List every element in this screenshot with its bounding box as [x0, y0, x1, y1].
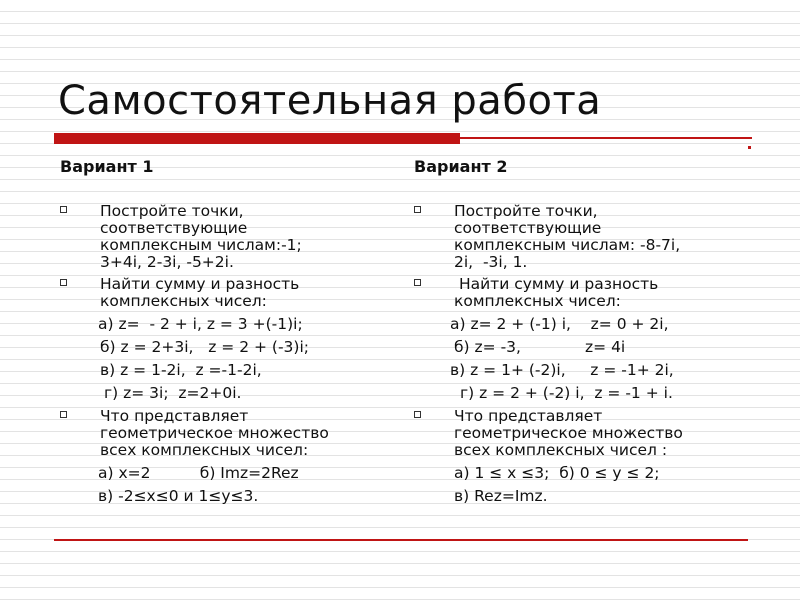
- variant-2-task-2: Найти сумму и разность комплексных чисел:: [414, 276, 744, 310]
- underline-end-mark: [748, 146, 751, 149]
- variant-2-task-3-items: [414, 465, 744, 505]
- list-item: б) z = 2+3i, z = 2 + (-3)i;: [100, 338, 309, 356]
- bullet-square-icon: [60, 411, 67, 418]
- variant-1-task-3-items: [60, 465, 390, 505]
- variant-2-task-1: Постройте точки, соответствующие комплексным числам: -8-7i, 2i, -3i, 1.: [414, 203, 744, 271]
- list-item: а) z= 2 + (-1) i, z= 0 + 2i,: [450, 315, 669, 333]
- variant-2-heading: Вариант 2: [414, 157, 508, 176]
- bullet-square-icon: [414, 411, 421, 418]
- list-item: а) x=2 б) Imz=2Rez: [98, 464, 299, 482]
- title-underline: [54, 137, 752, 139]
- variant-2-task-2-items: [414, 316, 744, 402]
- bullet-square-icon: [60, 206, 67, 213]
- list-item: в) z = 1-2i, z =-1-2i,: [100, 361, 262, 379]
- variant-1-heading: Вариант 1: [60, 157, 154, 176]
- variant-1-task-3: Что представляет геометрическое множество всех комплексных чисел:: [60, 408, 390, 459]
- variant-1-column: [60, 158, 390, 511]
- list-item: г) z = 2 + (-2) i, z = -1 + i.: [460, 384, 673, 402]
- variant-2-column: [414, 158, 744, 511]
- list-item: в) Rez=Imz.: [454, 487, 548, 505]
- variant-2-task-3: Что представляет геометрическое множество всех комплексных чисел :: [414, 408, 744, 459]
- list-item: б) z= -3, z= 4i: [454, 338, 626, 356]
- variant-1-task-2-items: [60, 316, 390, 402]
- bullet-square-icon: [414, 206, 421, 213]
- list-item: в) -2≤x≤0 и 1≤y≤3.: [98, 487, 259, 505]
- bullet-square-icon: [414, 279, 421, 286]
- list-item: г) z= 3i; z=2+0i.: [104, 384, 242, 402]
- slide-title: Самостоятельная работа: [58, 78, 602, 124]
- list-item: в) z = 1+ (-2)i, z = -1+ 2i,: [450, 361, 674, 379]
- variant-1-task-2: Найти сумму и разность комплексных чисел:: [60, 276, 390, 310]
- footer-divider: [54, 539, 748, 541]
- variant-1-task-1: Постройте точки, соответствующие комплексным числам:-1; 3+4i, 2-3i, -5+2i.: [60, 203, 390, 271]
- bullet-square-icon: [60, 279, 67, 286]
- list-item: а) 1 ≤ x ≤3; б) 0 ≤ y ≤ 2;: [454, 464, 660, 482]
- list-item: а) z= - 2 + i, z = 3 +(-1)i;: [98, 315, 303, 333]
